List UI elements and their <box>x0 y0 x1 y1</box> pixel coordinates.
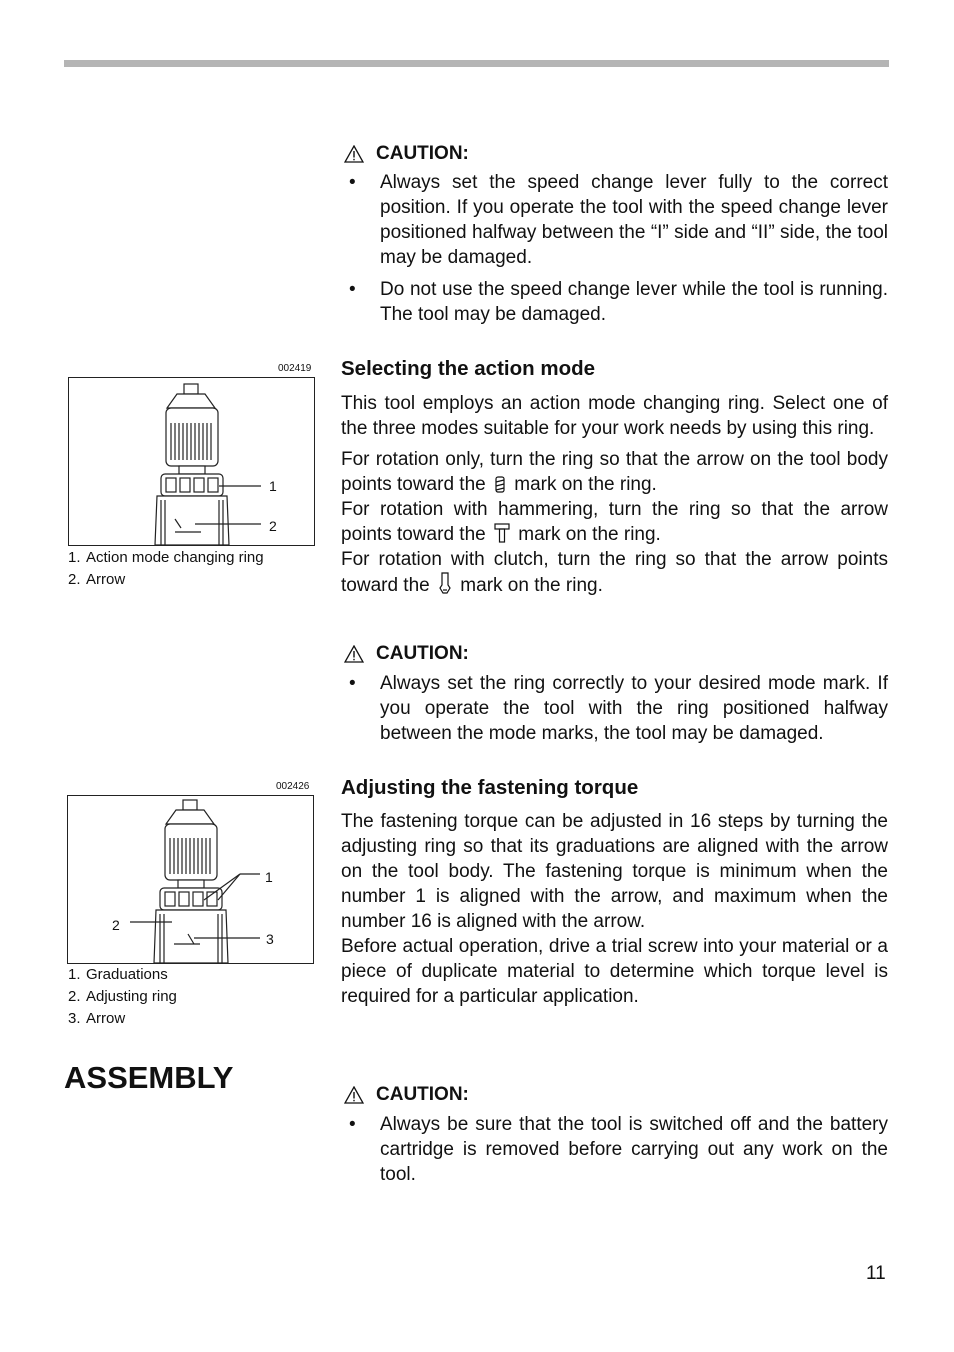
callout-1: 1 <box>269 478 277 494</box>
drill-illustration <box>68 796 313 963</box>
callout-2: 2 <box>112 917 120 933</box>
warning-triangle-icon <box>344 145 364 163</box>
legend-item: 3. Arrow <box>68 1010 126 1027</box>
figure-code: 002426 <box>276 781 310 792</box>
legend-item: 2. Adjusting ring <box>68 988 177 1005</box>
callout-3: 3 <box>266 931 274 947</box>
caution-item: • Always set the ring correctly to your desired mode mark. If you operate the tool with the ring positioned halfway between the mode marks, the tool may be damaged. <box>344 671 888 746</box>
rotation-only-text: For rotation only, turn the ring so that the arrow on the tool body points toward the mark on the ring. <box>341 449 888 495</box>
hammer-icon <box>494 523 510 543</box>
torque-paragraph-2: Before actual operation, drive a trial screw into your material or a piece of duplicate material to determine which torque level is required for a particular application. <box>341 936 888 1007</box>
clutch-icon <box>438 572 452 594</box>
hammering-text: For rotation with hammering, turn the ring so that the arrow points toward the mark on the ring. <box>341 499 888 545</box>
caution-heading <box>344 143 469 165</box>
assembly-heading: ASSEMBLY <box>64 1060 234 1095</box>
caution-item: • Do not use the speed change lever while the tool is running. The tool may be damaged. <box>344 277 888 327</box>
figure-action-mode-ring <box>68 377 315 546</box>
page-number: 11 <box>866 1263 886 1284</box>
legend-item: 1. Action mode changing ring <box>68 549 264 566</box>
figure-legend <box>68 964 177 1030</box>
legend-item: 2. Arrow <box>68 571 126 588</box>
section-title-action-mode: Selecting the action mode <box>341 357 596 380</box>
section-title-torque: Adjusting the fastening torque <box>341 776 639 799</box>
torque-body <box>341 809 888 1009</box>
legend-item: 1. Graduations <box>68 966 168 983</box>
caution-label: CAUTION: <box>376 643 469 664</box>
caution-list <box>344 671 888 753</box>
callout-2: 2 <box>269 518 277 534</box>
caution-item: • Always set the speed change lever fully to the correct position. If you operate the tool with the speed change lever positioned halfway between the “I” side and “II” side, the tool may be damaged. <box>344 170 888 270</box>
action-mode-body <box>341 391 888 598</box>
action-mode-intro: This tool employs an action mode changing ring. Select one of the three modes suitable for your work needs by using this ring. <box>341 393 888 439</box>
caution-list <box>344 170 888 334</box>
drill-illustration <box>69 378 314 545</box>
caution-heading <box>344 1084 469 1106</box>
warning-triangle-icon <box>344 645 364 663</box>
figure-legend <box>68 547 264 591</box>
drill-icon <box>494 476 506 493</box>
caution-heading <box>344 643 469 665</box>
caution-label: CAUTION: <box>376 143 469 164</box>
caution-label: CAUTION: <box>376 1084 469 1105</box>
caution-item: • Always be sure that the tool is switched off and the battery cartridge is removed before carrying out any work on the tool. <box>344 1112 888 1187</box>
torque-paragraph-1: The fastening torque can be adjusted in 16 steps by turning the adjusting ring so that its graduations are aligned with the arrow on the tool body. The fastening torque is minimum when the number 1 is aligned with the arrow, and maximum when the number 16 is aligned with the arrow. <box>341 811 888 932</box>
top-rule <box>64 60 889 67</box>
caution-list <box>344 1112 888 1194</box>
warning-triangle-icon <box>344 1086 364 1104</box>
figure-torque-ring <box>67 795 314 964</box>
figure-code: 002419 <box>278 363 312 374</box>
clutch-text: For rotation with clutch, turn the ring so that the arrow points toward the mark on the ring. <box>341 549 888 596</box>
callout-1: 1 <box>265 869 273 885</box>
